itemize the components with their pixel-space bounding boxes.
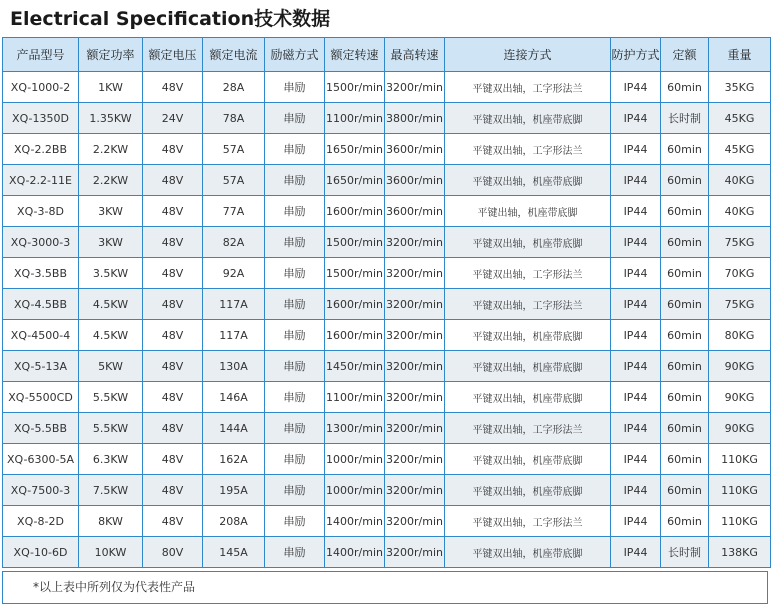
table-cell: 串励	[265, 196, 325, 227]
table-cell: 5.5KW	[79, 382, 143, 413]
table-cell: 平键出轴，机座带底脚	[445, 196, 611, 227]
table-cell: 60min	[661, 72, 709, 103]
table-cell: 3600r/min	[385, 196, 445, 227]
table-cell: 48V	[143, 72, 203, 103]
table-cell: XQ-5500CD	[3, 382, 79, 413]
table-cell: 92A	[203, 258, 265, 289]
table-cell: 平键双出轴，机座带底脚	[445, 475, 611, 506]
table-cell: 串励	[265, 320, 325, 351]
table-cell: IP44	[611, 320, 661, 351]
table-cell: 平键双出轴，工字形法兰	[445, 134, 611, 165]
table-cell: 117A	[203, 289, 265, 320]
table-cell: 3KW	[79, 196, 143, 227]
table-cell: 80V	[143, 537, 203, 568]
table-cell: 1650r/min	[325, 165, 385, 196]
table-cell: 3200r/min	[385, 289, 445, 320]
table-row	[3, 537, 771, 568]
table-cell: 162A	[203, 444, 265, 475]
table-cell: IP44	[611, 382, 661, 413]
table-cell: 串励	[265, 165, 325, 196]
table-cell: 3600r/min	[385, 134, 445, 165]
table-cell: 1500r/min	[325, 72, 385, 103]
table-cell: 48V	[143, 258, 203, 289]
table-cell: 1KW	[79, 72, 143, 103]
table-cell: 平键双出轴，机座带底脚	[445, 103, 611, 134]
table-cell: 45KG	[709, 103, 771, 134]
table-cell: 90KG	[709, 351, 771, 382]
table-cell: 平键双出轴，工字形法兰	[445, 258, 611, 289]
table-cell: 60min	[661, 475, 709, 506]
table-cell: 1600r/min	[325, 289, 385, 320]
table-cell: 48V	[143, 134, 203, 165]
column-header: 额定电压	[143, 38, 203, 72]
table-cell: 8KW	[79, 506, 143, 537]
table-row	[3, 103, 771, 134]
table-row	[3, 258, 771, 289]
table-cell: XQ-10-6D	[3, 537, 79, 568]
table-cell: 60min	[661, 196, 709, 227]
table-cell: 平键双出轴，机座带底脚	[445, 165, 611, 196]
table-cell: 4.5KW	[79, 289, 143, 320]
table-cell: 串励	[265, 72, 325, 103]
table-cell: XQ-3-8D	[3, 196, 79, 227]
table-cell: 77A	[203, 196, 265, 227]
table-cell: XQ-3.5BB	[3, 258, 79, 289]
table-cell: 75KG	[709, 227, 771, 258]
table-cell: 平键双出轴，机座带底脚	[445, 320, 611, 351]
table-cell: 平键双出轴，工字形法兰	[445, 72, 611, 103]
table-cell: 3600r/min	[385, 165, 445, 196]
table-cell: 48V	[143, 227, 203, 258]
table-row	[3, 506, 771, 537]
table-cell: IP44	[611, 289, 661, 320]
table-cell: 60min	[661, 320, 709, 351]
table-cell: 3800r/min	[385, 103, 445, 134]
table-cell: 110KG	[709, 475, 771, 506]
column-header: 励磁方式	[265, 38, 325, 72]
table-cell: 3200r/min	[385, 413, 445, 444]
table-cell: 40KG	[709, 196, 771, 227]
table-cell: 平键双出轴，工字形法兰	[445, 289, 611, 320]
column-header: 产品型号	[3, 38, 79, 72]
table-cell: 80KG	[709, 320, 771, 351]
table-row	[3, 289, 771, 320]
table-cell: 串励	[265, 382, 325, 413]
table-cell: 48V	[143, 320, 203, 351]
table-cell: 195A	[203, 475, 265, 506]
table-cell: 串励	[265, 444, 325, 475]
table-cell: 3200r/min	[385, 444, 445, 475]
column-header: 额定转速	[325, 38, 385, 72]
table-cell: 1300r/min	[325, 413, 385, 444]
table-cell: 48V	[143, 475, 203, 506]
table-cell: XQ-1000-2	[3, 72, 79, 103]
table-cell: 45KG	[709, 134, 771, 165]
table-cell: 60min	[661, 506, 709, 537]
table-cell: 60min	[661, 351, 709, 382]
table-cell: XQ-1350D	[3, 103, 79, 134]
table-cell: 117A	[203, 320, 265, 351]
table-cell: 208A	[203, 506, 265, 537]
table-cell: IP44	[611, 165, 661, 196]
table-cell: IP44	[611, 258, 661, 289]
table-cell: 1100r/min	[325, 103, 385, 134]
table-cell: 48V	[143, 351, 203, 382]
table-cell: XQ-4500-4	[3, 320, 79, 351]
table-cell: 串励	[265, 475, 325, 506]
table-cell: 平键双出轴，机座带底脚	[445, 227, 611, 258]
table-cell: 7.5KW	[79, 475, 143, 506]
table-cell: 40KG	[709, 165, 771, 196]
table-cell: 48V	[143, 506, 203, 537]
table-cell: IP44	[611, 72, 661, 103]
table-cell: IP44	[611, 196, 661, 227]
column-header: 定额	[661, 38, 709, 72]
column-header: 最高转速	[385, 38, 445, 72]
table-cell: XQ-8-2D	[3, 506, 79, 537]
footnote: *以上表中所列仅为代表性产品	[2, 571, 768, 604]
table-cell: 平键双出轴，机座带底脚	[445, 351, 611, 382]
table-cell: 28A	[203, 72, 265, 103]
table-cell: 1400r/min	[325, 506, 385, 537]
table-cell: 10KW	[79, 537, 143, 568]
table-cell: XQ-2.2-11E	[3, 165, 79, 196]
table-cell: 平键双出轴，工字形法兰	[445, 506, 611, 537]
table-row	[3, 227, 771, 258]
table-cell: XQ-7500-3	[3, 475, 79, 506]
table-cell: 60min	[661, 289, 709, 320]
table-cell: 3.5KW	[79, 258, 143, 289]
table-cell: 57A	[203, 165, 265, 196]
table-cell: IP44	[611, 537, 661, 568]
table-cell: 35KG	[709, 72, 771, 103]
table-cell: 串励	[265, 227, 325, 258]
table-cell: XQ-3000-3	[3, 227, 79, 258]
table-cell: 60min	[661, 134, 709, 165]
table-cell: 1000r/min	[325, 475, 385, 506]
table-row	[3, 444, 771, 475]
table-cell: 48V	[143, 196, 203, 227]
table-cell: 1500r/min	[325, 227, 385, 258]
table-cell: 平键双出轴，机座带底脚	[445, 537, 611, 568]
table-cell: 48V	[143, 289, 203, 320]
table-cell: 60min	[661, 165, 709, 196]
table-cell: 1450r/min	[325, 351, 385, 382]
table-cell: IP44	[611, 134, 661, 165]
table-cell: 1000r/min	[325, 444, 385, 475]
table-cell: XQ-2.2BB	[3, 134, 79, 165]
table-cell: XQ-6300-5A	[3, 444, 79, 475]
table-cell: 6.3KW	[79, 444, 143, 475]
table-cell: 3200r/min	[385, 537, 445, 568]
table-cell: 48V	[143, 382, 203, 413]
table-cell: 3200r/min	[385, 382, 445, 413]
table-cell: 144A	[203, 413, 265, 444]
table-row	[3, 382, 771, 413]
table-cell: 48V	[143, 444, 203, 475]
table-cell: 1500r/min	[325, 258, 385, 289]
table-cell: 60min	[661, 444, 709, 475]
table-cell: IP44	[611, 413, 661, 444]
table-cell: 1100r/min	[325, 382, 385, 413]
table-cell: IP44	[611, 444, 661, 475]
table-cell: 长时制	[661, 537, 709, 568]
table-cell: 3KW	[79, 227, 143, 258]
table-cell: 串励	[265, 103, 325, 134]
table-cell: 5.5KW	[79, 413, 143, 444]
table-cell: 78A	[203, 103, 265, 134]
table-cell: 平键双出轴，工字形法兰	[445, 413, 611, 444]
table-cell: 平键双出轴，机座带底脚	[445, 444, 611, 475]
table-cell: 串励	[265, 289, 325, 320]
table-cell: IP44	[611, 475, 661, 506]
table-cell: 82A	[203, 227, 265, 258]
table-row	[3, 196, 771, 227]
table-cell: 130A	[203, 351, 265, 382]
table-row	[3, 134, 771, 165]
table-cell: IP44	[611, 103, 661, 134]
table-cell: 1650r/min	[325, 134, 385, 165]
table-row	[3, 475, 771, 506]
table-cell: 110KG	[709, 444, 771, 475]
table-cell: 110KG	[709, 506, 771, 537]
table-row	[3, 165, 771, 196]
table-cell: 3200r/min	[385, 258, 445, 289]
table-cell: IP44	[611, 351, 661, 382]
table-cell: 4.5KW	[79, 320, 143, 351]
table-cell: 3200r/min	[385, 351, 445, 382]
table-row	[3, 72, 771, 103]
table-cell: XQ-4.5BB	[3, 289, 79, 320]
table-row	[3, 320, 771, 351]
table-cell: 48V	[143, 413, 203, 444]
column-header: 防护方式	[611, 38, 661, 72]
column-header: 额定功率	[79, 38, 143, 72]
table-cell: 1600r/min	[325, 320, 385, 351]
table-cell: 60min	[661, 382, 709, 413]
table-cell: 长时制	[661, 103, 709, 134]
table-cell: 146A	[203, 382, 265, 413]
table-cell: 串励	[265, 351, 325, 382]
table-header-row	[3, 38, 771, 72]
table-cell: 3200r/min	[385, 227, 445, 258]
column-header: 额定电流	[203, 38, 265, 72]
table-cell: 串励	[265, 258, 325, 289]
table-cell: 60min	[661, 227, 709, 258]
table-cell: 3200r/min	[385, 506, 445, 537]
table-cell: 145A	[203, 537, 265, 568]
table-cell: 90KG	[709, 413, 771, 444]
table-cell: IP44	[611, 227, 661, 258]
table-cell: 24V	[143, 103, 203, 134]
table-cell: 平键双出轴，机座带底脚	[445, 382, 611, 413]
table-cell: 3200r/min	[385, 72, 445, 103]
page-title: Electrical Specification技术数据	[10, 8, 331, 30]
table-cell: 1.35KW	[79, 103, 143, 134]
column-header: 连接方式	[445, 38, 611, 72]
table-cell: 48V	[143, 165, 203, 196]
table-cell: 2.2KW	[79, 134, 143, 165]
table-cell: 138KG	[709, 537, 771, 568]
table-cell: 2.2KW	[79, 165, 143, 196]
table-cell: 3200r/min	[385, 320, 445, 351]
table-cell: 90KG	[709, 382, 771, 413]
table-cell: IP44	[611, 506, 661, 537]
table-cell: 串励	[265, 134, 325, 165]
spec-table	[2, 37, 771, 568]
table-cell: 串励	[265, 506, 325, 537]
table-cell: 60min	[661, 258, 709, 289]
table-cell: 70KG	[709, 258, 771, 289]
table-cell: XQ-5-13A	[3, 351, 79, 382]
table-cell: 1400r/min	[325, 537, 385, 568]
table-cell: 串励	[265, 413, 325, 444]
table-cell: XQ-5.5BB	[3, 413, 79, 444]
table-cell: 75KG	[709, 289, 771, 320]
table-body	[3, 72, 771, 568]
table-cell: 1600r/min	[325, 196, 385, 227]
table-row	[3, 413, 771, 444]
table-cell: 57A	[203, 134, 265, 165]
table-cell: 60min	[661, 413, 709, 444]
table-cell: 3200r/min	[385, 475, 445, 506]
table-cell: 5KW	[79, 351, 143, 382]
table-cell: 串励	[265, 537, 325, 568]
column-header: 重量	[709, 38, 771, 72]
table-row	[3, 351, 771, 382]
